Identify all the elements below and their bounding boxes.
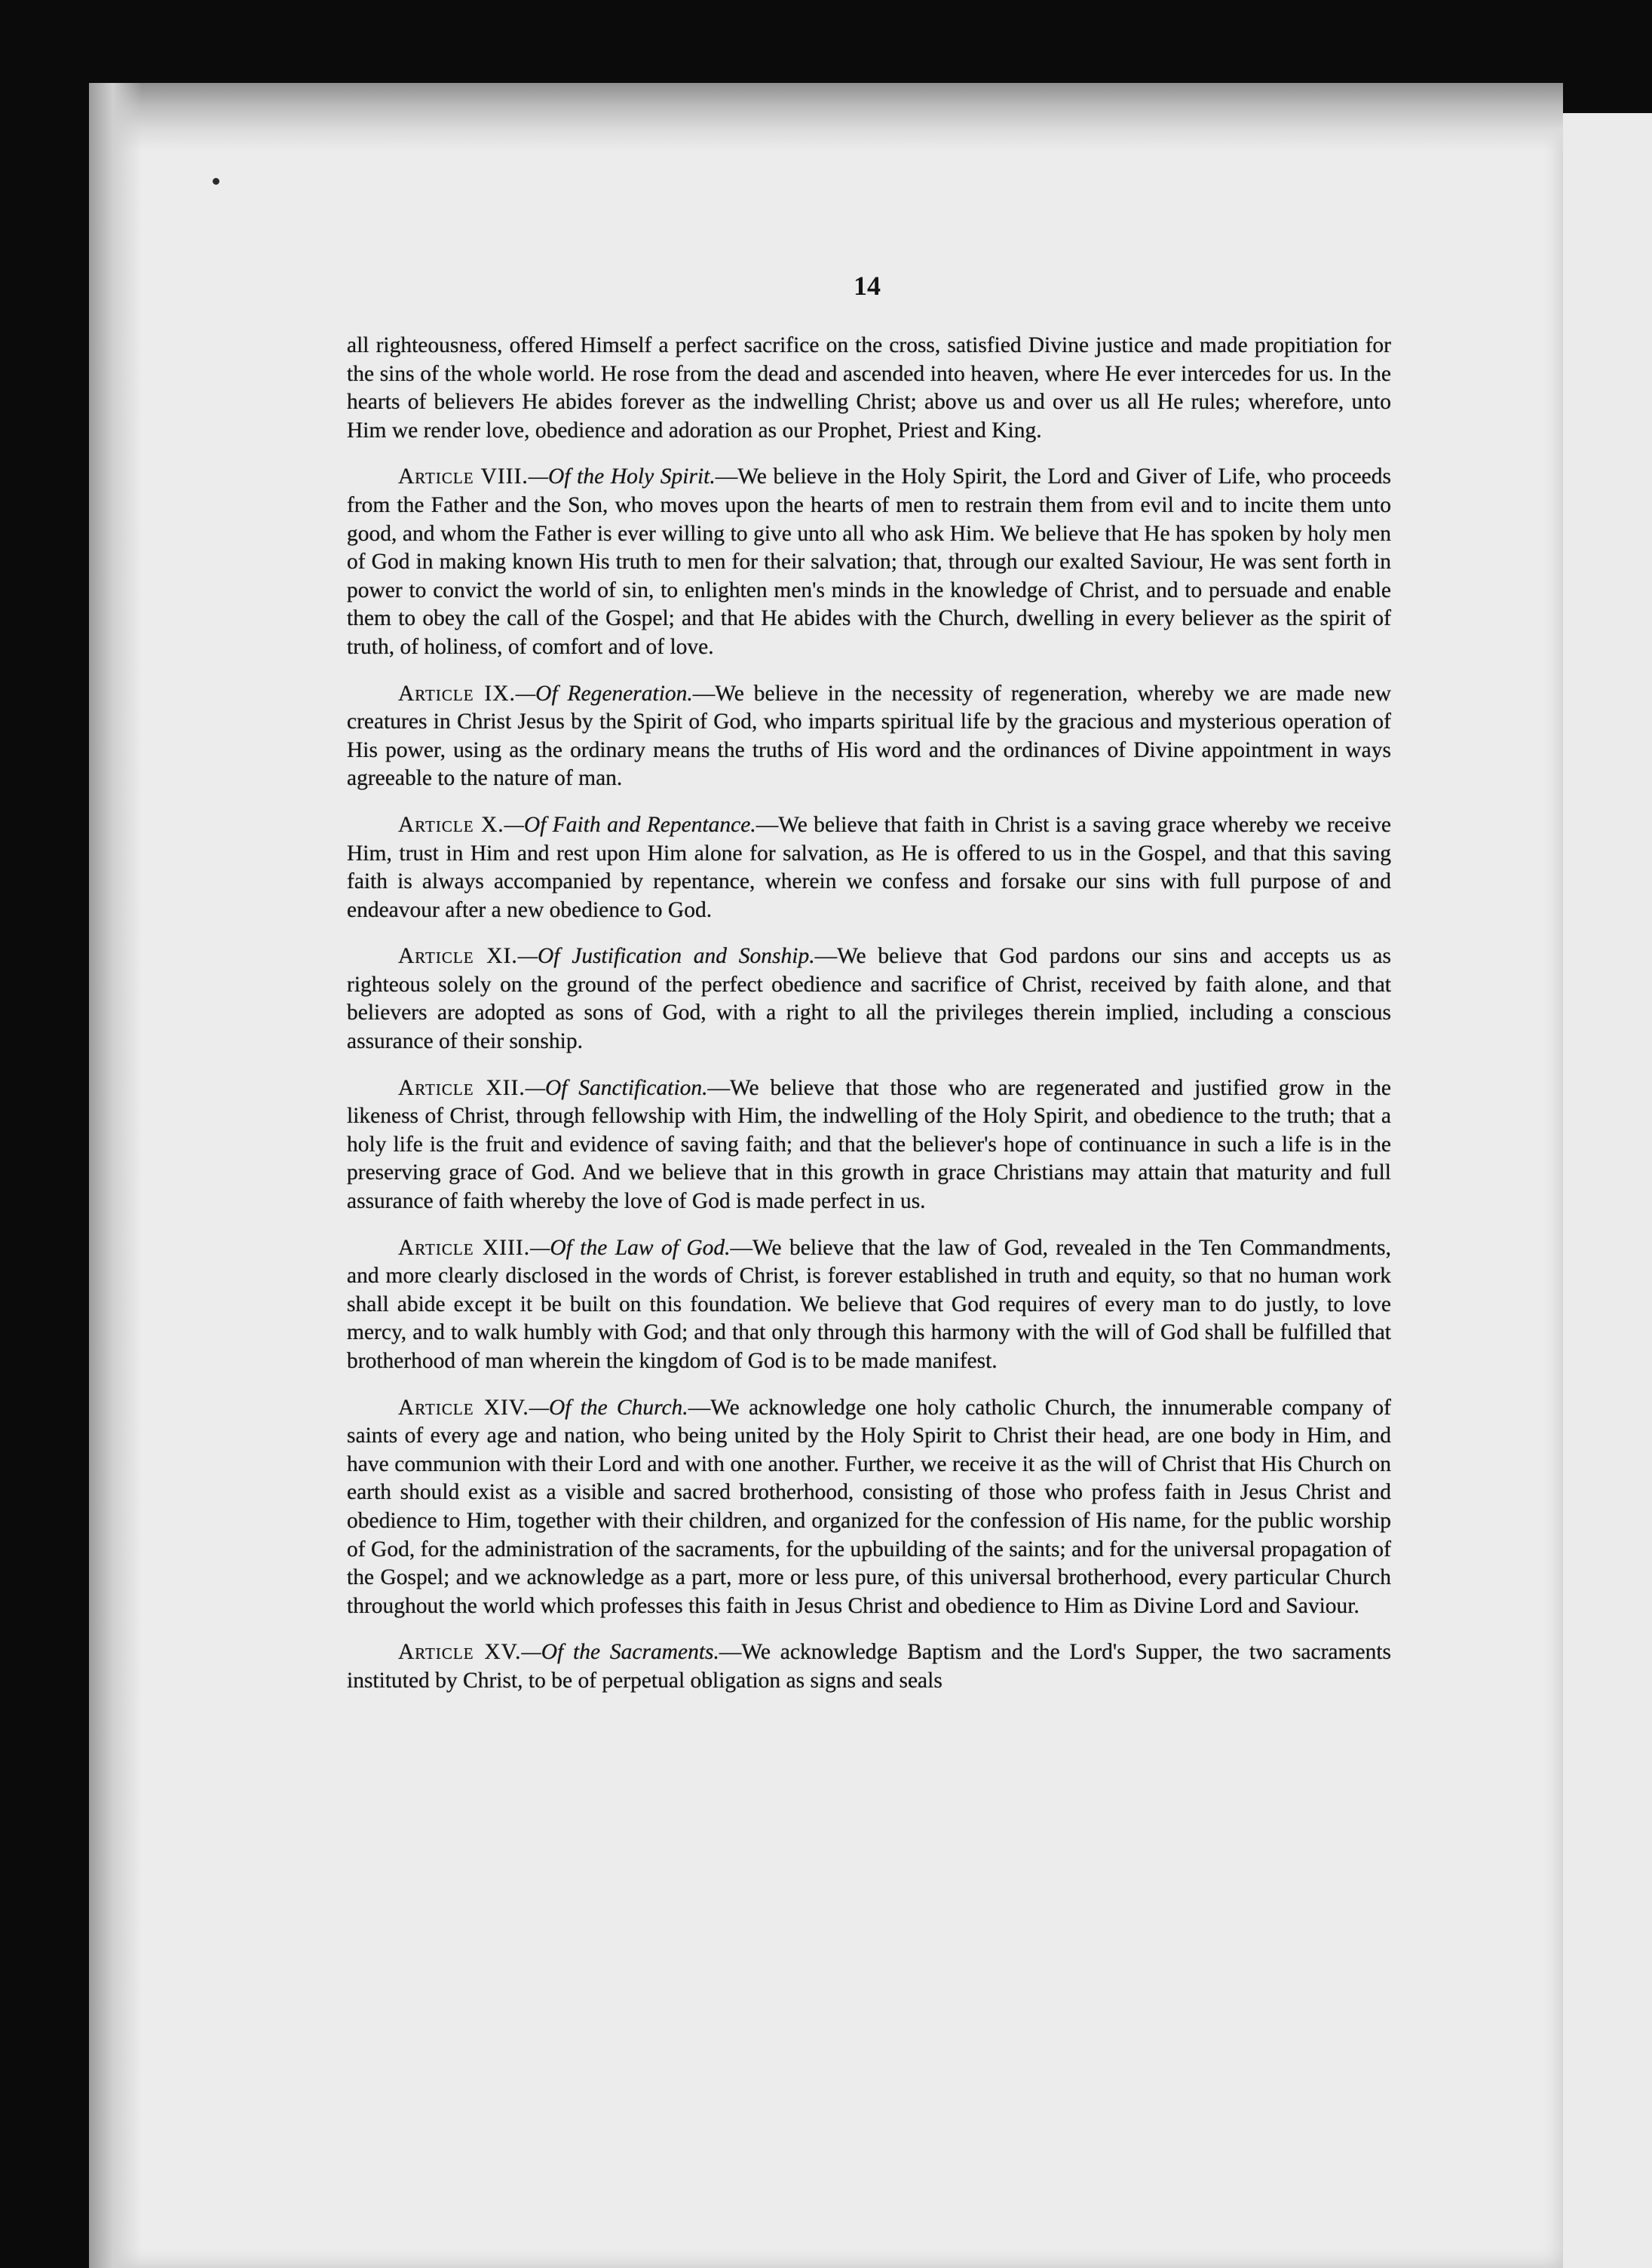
- article-11: [347, 942, 1391, 1056]
- opening-paragraph: all righteousness, offered Himself a perfect sacrifice on the cross, satisfied Divine justice and made propitiation for the sins of the whole world. He rose from the dead and ascended into heaven, where He ever intercedes for us. In the hearts of believers He abides forever as the indwelling Christ; above us and over us all He rules; wherefore, unto Him we render love, obedience and adoration as our Prophet, Priest and King.: [347, 333, 1391, 443]
- article-13: [347, 1234, 1391, 1376]
- adjacent-page-edge: [1561, 113, 1652, 2268]
- article-9: [347, 680, 1391, 793]
- article-label: Article IX.: [398, 681, 516, 706]
- article-14: [347, 1394, 1391, 1621]
- page-number: 14: [854, 271, 881, 301]
- article-title: —Of Justification and Sonship.: [517, 944, 815, 969]
- article-text-block: [347, 332, 1391, 1714]
- article-body: —We believe that the law of God, revealed in the Ten Commandments, and more clearly disclosed in the words of Christ, is forever established in truth and equity, so that no human work shall abide except it be built on this foundation. We believe that God requires of every man to do justly, to love mercy, and to walk humbly with God; and that only through this harmony with the will of God shall be fulfilled that brotherhood of man wherein the kingdom of God is to be made manifest.: [347, 1235, 1391, 1373]
- article-title: —Of Faith and Repentance.: [504, 812, 756, 837]
- article-label: Article XV.: [398, 1640, 522, 1665]
- article-title: —Of the Sacraments.: [521, 1640, 719, 1665]
- article-body: —We believe that those who are regenerated and justified grow in the likeness of Christ, through fellowship with Him, the indwelling of the Holy Spirit, and obedience to the truth; that a holy life is the fruit and evidence of saving faith; and that the believer's hope of continuance in such a life is in the preserving grace of God. And we believe that in this growth in grace Christians may attain that maturity and full assurance of faith whereby the love of God is made perfect in us.: [347, 1075, 1391, 1214]
- article-title: —Of Regeneration.: [515, 681, 693, 706]
- article-15: [347, 1638, 1391, 1695]
- page-left-edge: [89, 83, 142, 2268]
- article-8: [347, 463, 1391, 661]
- article-label: Article VIII.: [398, 464, 529, 489]
- article-title: —Of Sanctification.: [525, 1075, 708, 1100]
- article-title: —Of the Church.: [529, 1395, 688, 1420]
- article-label: Article XI.: [398, 944, 518, 969]
- article-label: Article XIV.: [398, 1395, 529, 1420]
- article-12: [347, 1074, 1391, 1216]
- margin-speck: [213, 178, 219, 185]
- article-label: Article XII.: [398, 1075, 526, 1100]
- article-label: Article XIII.: [398, 1235, 531, 1260]
- article-body: —We acknowledge Baptism and the Lord's Supper, the two sacraments instituted by Christ, to be of perpetual obligation as signs and seals: [347, 1640, 1391, 1693]
- article-10: [347, 811, 1391, 924]
- article-body: —We believe that faith in Christ is a saving grace whereby we receive Him, trust in Him and rest upon Him alone for salvation, as He is offered to us in the Gospel, and that this saving faith is always accompanied by repentance, wherein we confess and forsake our sins with full purpose of and endeavour after a new obedience to God.: [347, 812, 1391, 922]
- article-body: —We acknowledge one holy catholic Church, the innumerable company of saints of every age and nation, who being united by the Holy Spirit to Christ their head, are one body in Him, and have communion with their Lord and with one another. Further, we receive it as the will of Christ that His Church on earth should exist as a visible and sacred brotherhood, consisting of those who profess faith in Jesus Christ and obedience to Him, together with their children, and organized for the confession of His name, for the public worship of God, for the administration of the sacraments, for the upbuilding of the saints; and for the universal propagation of the Gospel; and we acknowledge as a part, more or less pure, of this universal brotherhood, every particular Church throughout the world which professes this faith in Jesus Christ and obedience to Him as Divine Lord and Saviour.: [347, 1395, 1391, 1618]
- article-body: —We believe in the Holy Spirit, the Lord and Giver of Life, who proceeds from the Father and the Son, who moves upon the hearts of men to restrain them from evil and to incite them unto good, and whom the Father is ever willing to give unto all who ask Him. We believe that He has spoken by holy men of God in making known His truth to men for their salvation; that, through our exalted Saviour, He was sent forth in power to convict the world of sin, to enlighten men's minds in the knowledge of Christ, and to persuade and enable them to obey the call of the Gospel; and that He abides with the Church, dwelling in every believer as the spirit of truth, of holiness, of comfort and of love.: [347, 464, 1391, 659]
- article-title: —Of the Law of God.: [530, 1235, 731, 1260]
- article-body: —We believe in the necessity of regeneration, whereby we are made new creatures in Christ Jesus by the Spirit of God, who imparts spiritual life by the gracious and mysterious operation of His power, using as the ordinary means the truths of His word and the ordinances of Divine appointment in ways agreeable to the nature of man.: [347, 681, 1391, 791]
- article-label: Article X.: [398, 812, 504, 837]
- article-title: —Of the Holy Spirit.: [528, 464, 716, 489]
- page-top-edge: [89, 83, 1563, 151]
- article-body: —We believe that God pardons our sins and accepts us as righteous solely on the ground of the perfect obedience and sacrifice of Christ, received by faith alone, and that believers are adopted as sons of God, with a right to all the privileges therein implied, including a conscious assurance of their sonship.: [347, 944, 1391, 1054]
